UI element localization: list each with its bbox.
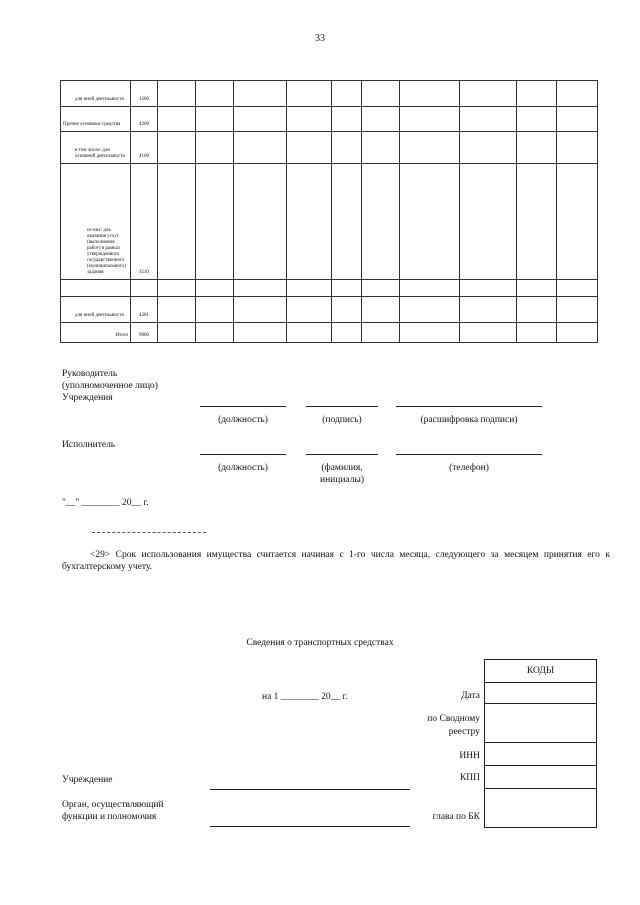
table-row	[61, 164, 598, 280]
executor-phone-caption: (телефон)	[449, 463, 489, 473]
signature-caption: (подпись)	[322, 415, 362, 425]
executor-position-line[interactable]	[200, 454, 286, 455]
date-line: "__" ________ 20__ г.	[62, 498, 149, 508]
head-label: Руководитель	[62, 369, 118, 379]
row-label: для иной деятельности	[61, 81, 131, 107]
executor-label: Исполнитель	[62, 440, 116, 450]
row-label	[61, 280, 131, 297]
date-code-cell[interactable]	[485, 683, 597, 704]
organ-label-1: Орган, осуществляющий	[62, 800, 164, 810]
position-line[interactable]	[200, 406, 286, 407]
codes-header: КОДЫ	[485, 660, 597, 683]
organ-line[interactable]	[210, 826, 410, 827]
inn-code-cell[interactable]	[485, 743, 597, 766]
executor-name-caption: (фамилия,	[321, 463, 363, 473]
organ-label-2: функции и полномочия	[62, 812, 157, 822]
row-label: в том числе: для основной деятельности	[61, 132, 131, 164]
head-label-2: (уполномоченное лицо)	[62, 381, 158, 391]
inn-label: ИНН	[459, 751, 480, 761]
institution-label: Учреждение	[62, 775, 113, 785]
date-label: Дата	[461, 691, 480, 701]
footnote-separator	[92, 532, 206, 533]
table-row	[61, 280, 598, 297]
head-label-3: Учреждения	[62, 393, 113, 403]
decoding-caption: (расшифровка подписи)	[420, 415, 518, 425]
footnote-text: <29> Срок использования имущества считается начиная с 1-го числа месяца, следующего за месяцем принятия его к бухгалтерскому учету.	[62, 550, 610, 572]
row-code: 4201	[131, 297, 158, 323]
table-row	[61, 297, 598, 323]
table-row	[61, 81, 598, 107]
registry-label-2: реестру	[448, 727, 480, 737]
executor-name-line[interactable]	[306, 454, 378, 455]
decoding-line[interactable]	[396, 406, 542, 407]
row-code: 4200	[131, 107, 158, 132]
row-code: 4100	[131, 132, 158, 164]
table-row	[61, 323, 598, 343]
bk-code-cell[interactable]	[485, 789, 597, 828]
executor-position-caption: (должность)	[218, 463, 268, 473]
table-row	[61, 132, 598, 164]
bk-label: глава по БК	[432, 812, 480, 822]
row-code: 9000	[131, 323, 158, 343]
registry-label-1: по Сводному	[427, 714, 480, 724]
institution-line[interactable]	[210, 789, 410, 790]
registry-code-cell[interactable]	[485, 704, 597, 743]
page-number: 33	[315, 33, 325, 44]
row-label: Итого	[61, 323, 131, 343]
codes-table	[484, 659, 597, 828]
row-label: Прочие основные средства	[61, 107, 131, 132]
executor-name-caption-2: инициалы)	[319, 475, 364, 485]
position-caption: (должность)	[218, 415, 268, 425]
row-label: из них: для оказания услуг (выполнения работ) в рамках утвержденного государственного (муниципального) задания	[61, 164, 131, 280]
transport-date-line: на 1 ________ 20__ г.	[262, 692, 348, 702]
row-code: 4110	[131, 164, 158, 280]
signature-line[interactable]	[306, 406, 378, 407]
property-table	[60, 80, 598, 343]
kpp-label: КПП	[459, 773, 480, 783]
kpp-code-cell[interactable]	[485, 766, 597, 789]
row-label: для иной деятельности	[61, 297, 131, 323]
table-row	[61, 107, 598, 132]
transport-title: Сведения о транспортных средствах	[246, 638, 394, 648]
executor-phone-line[interactable]	[396, 454, 542, 455]
row-code	[131, 280, 158, 297]
row-code: 1200	[131, 81, 158, 107]
